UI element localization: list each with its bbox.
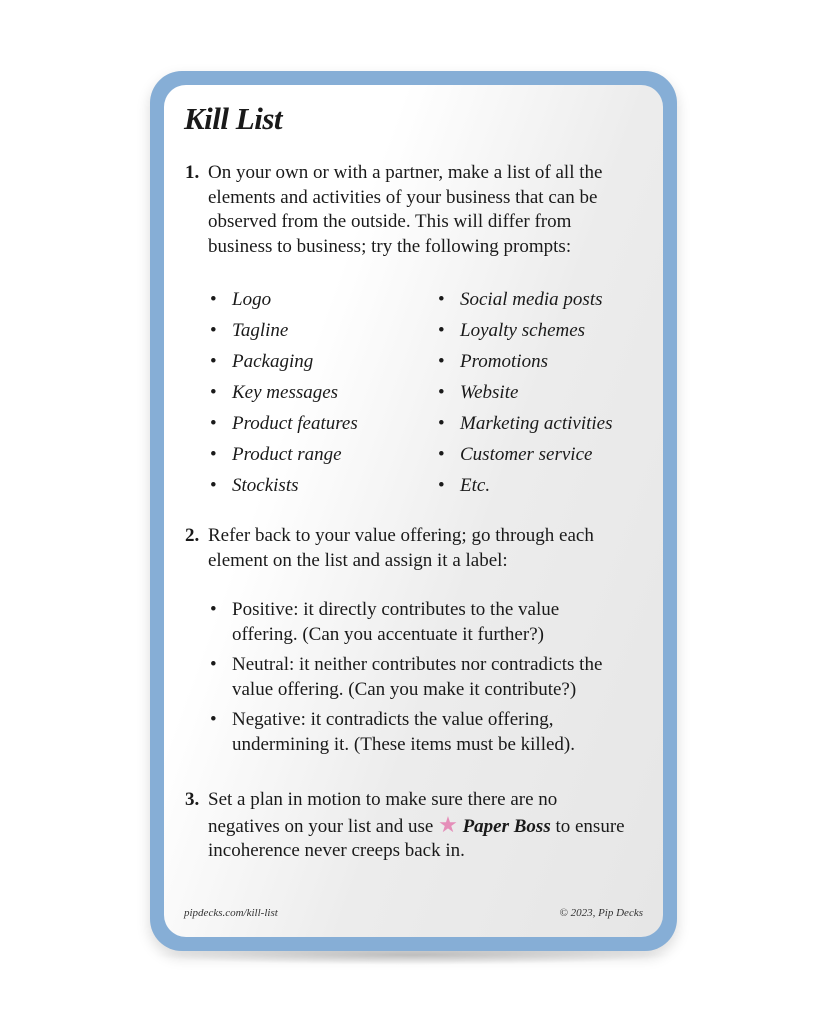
label-neutral: • Neutral: it neither contributes nor contradicts the value offering. (Can you make it contribute?): [208, 653, 628, 702]
list-item: • Loyalty schemes: [436, 315, 612, 346]
card-face: [164, 85, 663, 937]
step-1: [185, 161, 625, 259]
label-list: [208, 598, 628, 763]
step-3: [185, 788, 625, 864]
footer-url[interactable]: pipdecks.com/kill-list: [184, 907, 278, 919]
list-item: • Website: [436, 377, 612, 408]
label-negative: • Negative: it contradicts the value offering, undermining it. (These items must be killed).: [208, 708, 628, 757]
step-text: [208, 788, 625, 864]
list-item: • Etc.: [436, 470, 612, 501]
step-2: [185, 524, 625, 573]
card: [150, 71, 677, 951]
step-number: 2.: [185, 525, 200, 546]
list-item: • Tagline: [208, 315, 358, 346]
star-icon: ★: [438, 811, 458, 837]
list-item: • Customer service: [436, 439, 612, 470]
prompts-list-left: [208, 284, 358, 501]
prompts-list-right: [436, 284, 612, 501]
step-text-after: to ensure incoherence never creeps back in.: [208, 815, 625, 861]
paper-boss-link[interactable]: Paper Boss: [462, 815, 551, 837]
footer-copyright: © 2023, Pip Decks: [559, 907, 643, 919]
list-item: • Marketing activities: [436, 408, 612, 439]
list-item: • Key messages: [208, 377, 358, 408]
list-item: • Promotions: [436, 346, 612, 377]
list-item: • Stockists: [208, 470, 358, 501]
step-number: 1.: [185, 162, 200, 183]
list-item: • Packaging: [208, 346, 358, 377]
list-item: • Product features: [208, 408, 358, 439]
list-item: • Logo: [208, 284, 358, 315]
list-item: • Product range: [208, 439, 358, 470]
card-title: Kill List: [184, 101, 282, 136]
step-number: 3.: [185, 789, 200, 810]
step-text: On your own or with a partner, make a list of all the elements and activities of your business that can be observed from the outside. This will differ from business to business; try the following prompts:: [208, 162, 603, 257]
label-positive: • Positive: it directly contributes to the value offering. (Can you accentuate it further?): [208, 598, 628, 647]
step-text-before: Set a plan in motion to make sure there are no negatives on your list and use: [208, 789, 558, 837]
step-text: Refer back to your value offering; go through each element on the list and assign it a label:: [208, 525, 594, 571]
list-item: • Social media posts: [436, 284, 612, 315]
